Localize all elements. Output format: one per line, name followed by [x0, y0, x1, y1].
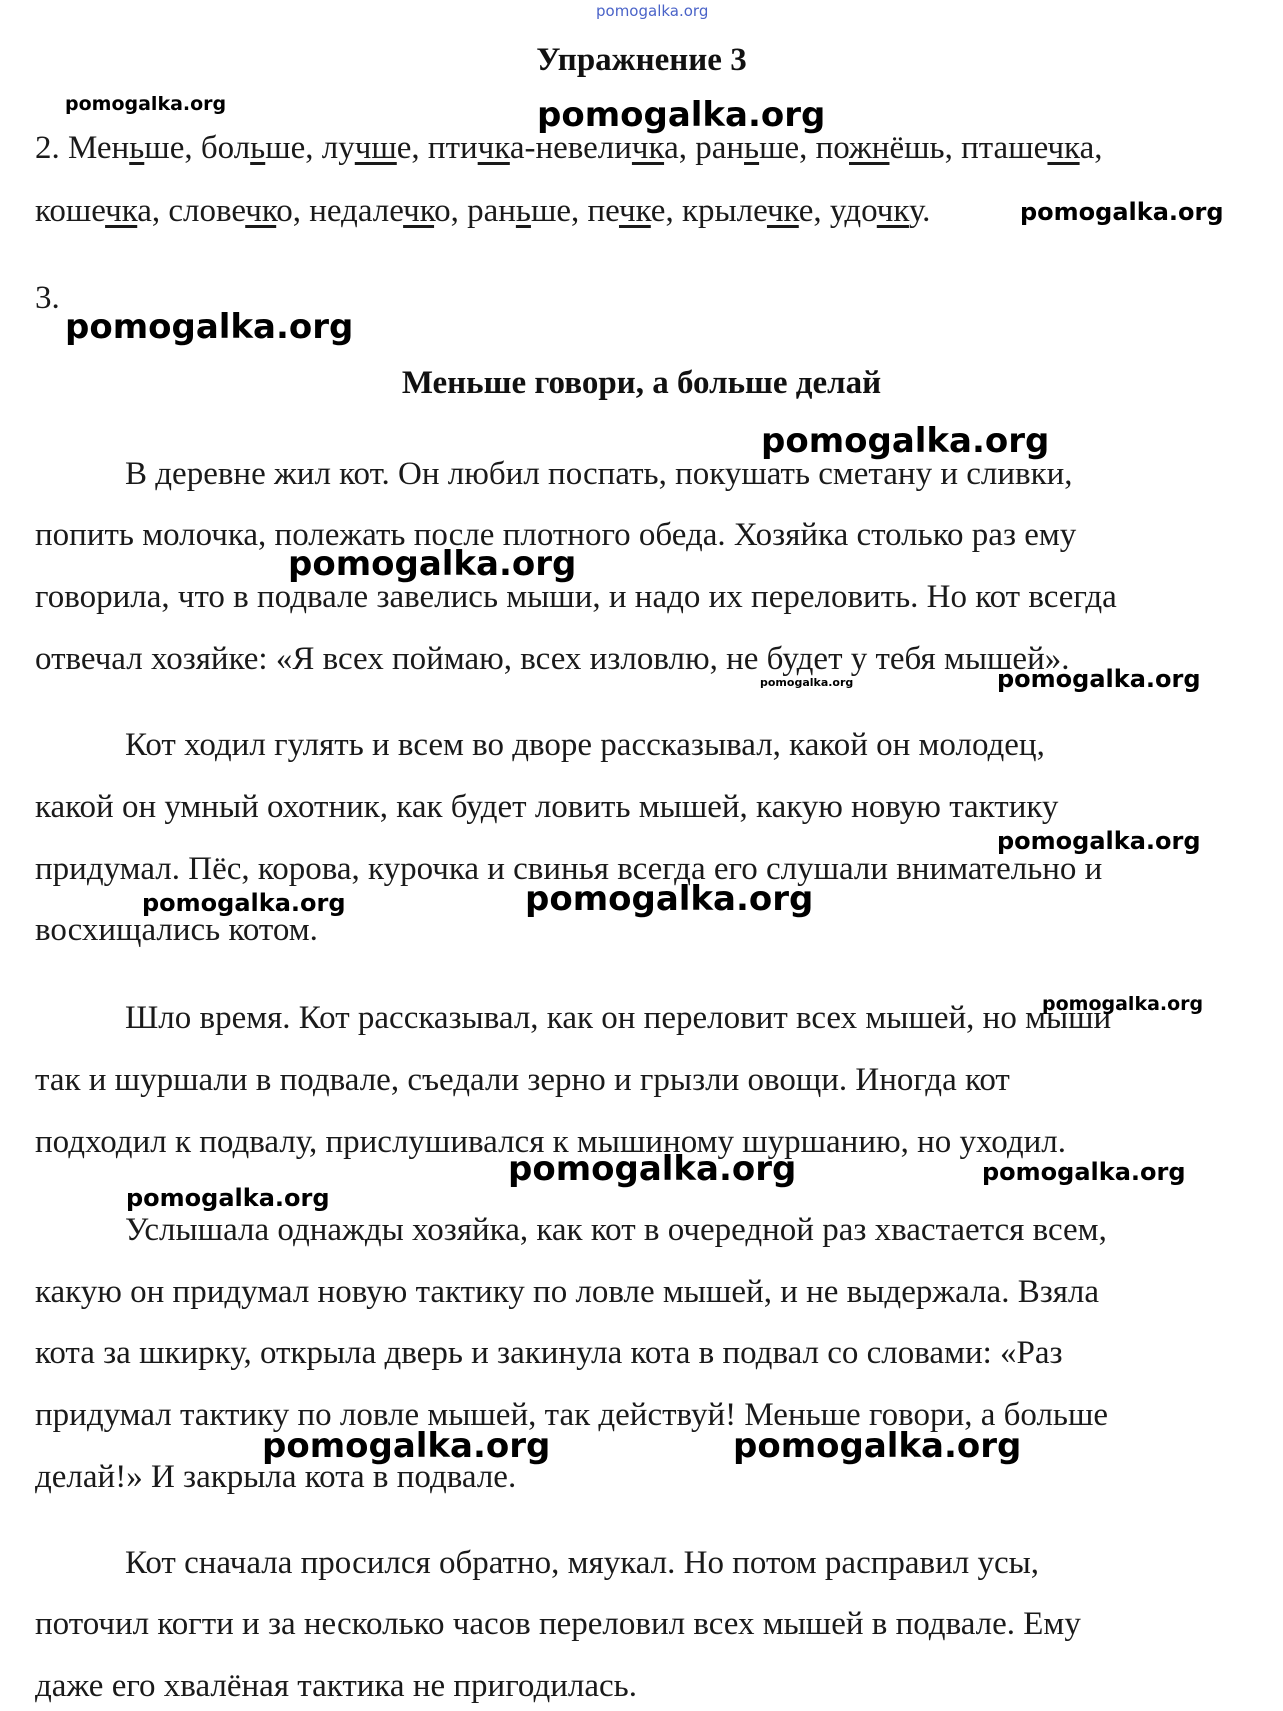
text-segment: а, слове: [137, 193, 246, 229]
story-line: какой он умный охотник, как будет ловить мышей, какую новую тактику: [35, 789, 1059, 825]
story-line: поточил когти и за несколько часов переловил всех мышей в подвале. Ему: [35, 1606, 1081, 1642]
story-line: так и шуршали в подвале, съедали зерно и грызли овощи. Иногда кот: [35, 1062, 1010, 1098]
task3-number: 3.: [35, 280, 60, 316]
underlined-letters: чк: [1047, 130, 1080, 166]
text-segment: а,: [1079, 130, 1103, 166]
story-line: придумал. Пёс, корова, курочка и свинья всегда его слушали внимательно и: [35, 851, 1103, 887]
text-segment: е, пти: [396, 130, 478, 166]
story-line: подходил к подвалу, прислушивался к мышиному шуршанию, но уходил.: [35, 1124, 1067, 1160]
watermark: pomogalka.org: [262, 1426, 551, 1466]
watermark: pomogalka.org: [508, 1149, 797, 1189]
watermark: pomogalka.org: [733, 1426, 1022, 1466]
watermark: pomogalka.org: [1020, 198, 1224, 226]
story-line: В деревне жил кот. Он любил поспать, покушать сметану и сливки,: [125, 456, 1073, 492]
text-segment: о, ран: [434, 193, 516, 229]
watermark: pomogalka.org: [997, 827, 1201, 855]
watermark: pomogalka.org: [982, 1158, 1186, 1186]
underlined-letters: чк: [766, 193, 799, 229]
watermark: pomogalka.org: [65, 93, 227, 115]
story-line: Услышала однажды хозяйка, как кот в очередной раз хвастается всем,: [125, 1212, 1107, 1248]
underlined-letters: чш: [354, 130, 397, 166]
watermark: pomogalka.org: [288, 544, 577, 584]
story-line: Шло время. Кот рассказывал, как он переловит всех мышей, но мыши: [125, 1000, 1112, 1036]
underlined-letters: ь: [129, 130, 145, 166]
exercise-title: Упражнение 3: [536, 42, 747, 78]
underlined-letters: ь: [744, 130, 760, 166]
story-line: говорила, что в подвале завелись мыши, и надо их переловить. Но кот всегда: [35, 579, 1117, 615]
story-line: делай!» И закрыла кота в подвале.: [35, 1459, 517, 1495]
story-line: Кот ходил гулять и всем во дворе рассказывал, какой он молодец,: [125, 727, 1045, 763]
story-line: Кот сначала просился обратно, мяукал. Но потом расправил усы,: [125, 1545, 1040, 1581]
story-line: отвечал хозяйке: «Я всех поймаю, всех изловлю, не будет у тебя мышей».: [35, 641, 1070, 677]
watermark: pomogalka.org: [537, 95, 826, 135]
watermark: pomogalka.org: [761, 421, 1050, 461]
task2-line-2: [35, 191, 930, 231]
underlined-letters: ь: [515, 193, 531, 229]
watermark: pomogalka.org: [142, 889, 346, 917]
text-segment: ше, пе: [530, 193, 619, 229]
underlined-letters: чк: [631, 130, 665, 166]
text-segment: е, удо: [798, 193, 877, 229]
story-line: даже его хвалёная тактика не пригодилась.: [35, 1668, 637, 1704]
story-title: Меньше говори, а больше делай: [401, 365, 882, 401]
text-segment: ше, по: [759, 130, 849, 166]
story-line: какую он придумал новую тактику по ловле мышей, и не выдержала. Взяла: [35, 1274, 1100, 1310]
text-segment: ёшь, пташе: [889, 130, 1048, 166]
underlined-letters: чк: [876, 193, 909, 229]
text-segment: ше, бол: [144, 130, 251, 166]
top-watermark: pomogalka.org: [596, 2, 709, 20]
text-segment: у.: [908, 193, 931, 229]
watermark: pomogalka.org: [760, 676, 854, 689]
watermark: pomogalka.org: [1042, 993, 1204, 1015]
story-line: кота за шкирку, открыла дверь и закинула кота в подвал со словами: «Раз: [35, 1335, 1063, 1371]
underlined-letters: ь: [250, 130, 266, 166]
story-line: восхищались котом.: [35, 912, 318, 948]
text-segment: коше: [35, 193, 106, 229]
watermark: pomogalka.org: [997, 665, 1201, 693]
underlined-letters: чк: [245, 193, 277, 229]
underlined-letters: жн: [849, 130, 890, 166]
underlined-letters: чк: [403, 193, 435, 229]
underlined-letters: чк: [618, 193, 651, 229]
text-segment: е, крыле: [650, 193, 767, 229]
text-segment: о, недале: [276, 193, 404, 229]
underlined-letters: чк: [105, 193, 138, 229]
watermark: pomogalka.org: [126, 1184, 330, 1212]
text-segment: 2. Мен: [35, 130, 130, 166]
watermark: pomogalka.org: [65, 307, 354, 347]
text-segment: ше, лу: [265, 130, 355, 166]
text-segment: а, ран: [664, 130, 745, 166]
underlined-letters: чк: [477, 130, 510, 166]
text-segment: а-невели: [509, 130, 632, 166]
watermark: pomogalka.org: [525, 879, 814, 919]
story-line: попить молочка, полежать после плотного обеда. Хозяйка столько раз ему: [35, 517, 1077, 553]
story-line: придумал тактику по ловле мышей, так действуй! Меньше говори, а больше: [35, 1397, 1109, 1433]
